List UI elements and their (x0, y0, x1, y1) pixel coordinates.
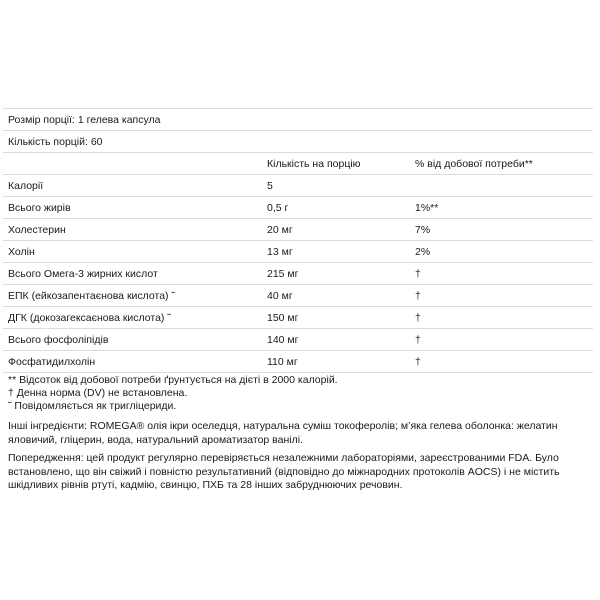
table-row (3, 219, 593, 241)
header-daily-value: % від добової потреби** (410, 153, 593, 175)
header-nutrient (3, 153, 262, 175)
nutrient-name: Всього фосфоліпідів (3, 329, 262, 351)
nutrient-daily-value: † (410, 307, 593, 329)
nutrient-amount: 20 мг (262, 219, 410, 241)
table-row (3, 329, 593, 351)
nutrient-daily-value: 2% (410, 241, 593, 263)
nutrient-daily-value: † (410, 285, 593, 307)
servings-count-text: Кількість порцій: 60 (3, 131, 593, 153)
footnote-daily-value: ** Відсоток від добової потреби ґрунтується на дієті в 2000 калорій. (8, 374, 338, 386)
nutrient-amount: 0,5 г (262, 197, 410, 219)
supplement-facts-table (3, 108, 593, 373)
nutrient-daily-value: † (410, 329, 593, 351)
table-row (3, 263, 593, 285)
nutrient-daily-value: † (410, 351, 593, 373)
nutrient-name: Холестерин (3, 219, 262, 241)
table-row (3, 307, 593, 329)
nutrient-amount: 110 мг (262, 351, 410, 373)
footnote-dv-not-established: † Денна норма (DV) не встановлена. (8, 387, 188, 399)
nutrient-name: ДГК (докозагексаєнова кислота) ˜ (3, 307, 262, 329)
nutrient-amount: 140 мг (262, 329, 410, 351)
nutrient-amount: 215 мг (262, 263, 410, 285)
nutrient-daily-value (410, 175, 593, 197)
nutrient-amount: 5 (262, 175, 410, 197)
nutrient-name: Всього жирів (3, 197, 262, 219)
other-ingredients: Інші інгредієнти: ROMEGA® олія ікри оселедця, натуральна суміш токоферолів; м’яка гелева оболонка: желатин яловичий, гліцерин, вода, натуральний ароматизатор ванілі. (8, 420, 558, 446)
nutrient-name: ЕПК (ейкозапентаєнова кислота) ˜ (3, 285, 262, 307)
nutrient-amount: 40 мг (262, 285, 410, 307)
header-amount: Кількість на порцію (262, 153, 410, 175)
nutrient-amount: 13 мг (262, 241, 410, 263)
nutrient-name: Фосфатидилхолін (3, 351, 262, 373)
warning-text: Попередження: цей продукт регулярно перевіряється незалежними лабораторіями, зареєстрованими FDA. Було встановлено, що він свіжий і повністю результативний (відповідно до міжнародних протоколів AOCS) і не містить шкідливих рівнів ртуті, кадмію, свинцю, ПХБ та 28 інших забруднюючих речовин. (8, 452, 560, 491)
footnotes (8, 374, 593, 413)
table-row (3, 351, 593, 373)
table-row (3, 241, 593, 263)
table-row (3, 175, 593, 197)
footnote-triglycerides: ˜ Повідомляється як тригліцериди. (8, 400, 177, 412)
nutrient-name: Всього Омега-3 жирних кислот (3, 263, 262, 285)
serving-size-row (3, 109, 593, 131)
table-header-row (3, 153, 593, 175)
nutrient-name: Холін (3, 241, 262, 263)
nutrient-name: Калорії (3, 175, 262, 197)
table-row (3, 285, 593, 307)
table-row (3, 197, 593, 219)
nutrient-daily-value: 1%** (410, 197, 593, 219)
serving-size-text: Розмір порції: 1 гелева капсула (3, 109, 593, 131)
nutrient-daily-value: † (410, 263, 593, 285)
nutrient-amount: 150 мг (262, 307, 410, 329)
nutrient-daily-value: 7% (410, 219, 593, 241)
servings-count-row (3, 131, 593, 153)
